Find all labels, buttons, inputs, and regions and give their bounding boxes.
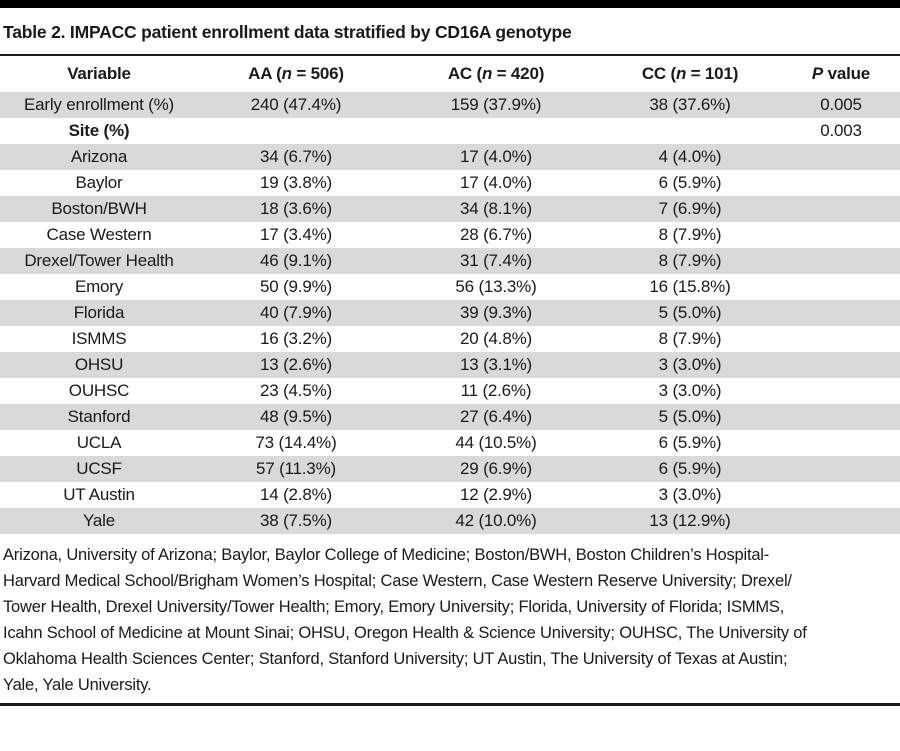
cell-aa: 18 (3.6%) — [260, 199, 332, 218]
table-title: Table 2. IMPACC patient enrollment data stratified by CD16A genotype — [3, 22, 572, 42]
col-header-ac — [394, 56, 598, 92]
cell-cc: 8 (7.9%) — [658, 329, 722, 348]
col-header-text: = 101) — [686, 64, 739, 83]
cell-ac: 28 (6.7%) — [460, 225, 532, 244]
header-row — [0, 56, 900, 92]
col-header-text: = 420) — [492, 64, 545, 83]
cell-variable: Baylor — [75, 173, 123, 192]
cell-aa: 40 (7.9%) — [260, 303, 332, 322]
cell-pvalue — [782, 352, 900, 378]
cell-pvalue — [782, 196, 900, 222]
cell-cc: 6 (5.9%) — [658, 433, 722, 452]
cell-pvalue: 0.005 — [820, 95, 862, 114]
cell-aa: 48 (9.5%) — [260, 407, 332, 426]
col-header-text: CC ( — [641, 64, 676, 83]
bottom-rule-bar — [0, 703, 900, 706]
cell-cc: 8 (7.9%) — [658, 225, 722, 244]
cell-pvalue — [782, 404, 900, 430]
footnote-line: Icahn School of Medicine at Mount Sinai; OHSU, Oregon Health & Science University; OUHSC, The University of — [3, 624, 807, 642]
cell-ac — [394, 118, 598, 144]
col-header-aa — [198, 56, 394, 92]
table-row-florida — [0, 300, 900, 326]
cell-pvalue — [782, 508, 900, 534]
table-row-ucsf — [0, 456, 900, 482]
cell-cc: 5 (5.0%) — [658, 303, 722, 322]
table-row-case-western — [0, 222, 900, 248]
cell-cc: 6 (5.9%) — [658, 173, 722, 192]
col-header-text: = 506) — [291, 64, 344, 83]
cell-aa — [198, 118, 394, 144]
cell-pvalue — [782, 248, 900, 274]
footnote-line: Arizona, University of Arizona; Baylor, Baylor College of Medicine; Boston/BWH, Boston Children’s Hospital- — [3, 546, 770, 564]
cell-variable: OUHSC — [68, 381, 130, 400]
cell-variable: Site (%) — [68, 121, 130, 140]
cell-aa: 14 (2.8%) — [260, 485, 332, 504]
col-header-text: AA ( — [248, 64, 282, 83]
cell-ac: 20 (4.8%) — [460, 329, 532, 348]
table-row-ouhsc — [0, 378, 900, 404]
cell-ac: 42 (10.0%) — [455, 511, 537, 530]
cell-ac: 44 (10.5%) — [455, 433, 537, 452]
cell-aa: 38 (7.5%) — [260, 511, 332, 530]
cell-aa: 50 (9.9%) — [260, 277, 332, 296]
cell-cc: 13 (12.9%) — [649, 511, 731, 530]
table-row-ucla — [0, 430, 900, 456]
cell-cc: 7 (6.9%) — [658, 199, 722, 218]
cell-aa: 34 (6.7%) — [260, 147, 332, 166]
col-header-pvalue — [782, 56, 900, 92]
cell-ac: 11 (2.6%) — [460, 381, 532, 400]
col-header-cc — [598, 56, 782, 92]
table-row-drexel-tower-health — [0, 248, 900, 274]
cell-ac: 34 (8.1%) — [460, 199, 532, 218]
cell-aa: 46 (9.1%) — [260, 251, 332, 270]
cell-cc: 6 (5.9%) — [658, 459, 722, 478]
cell-ac: 12 (2.9%) — [460, 485, 532, 504]
table-row-stanford — [0, 404, 900, 430]
enrollment-table — [0, 56, 900, 534]
cell-pvalue — [782, 456, 900, 482]
cell-variable: OHSU — [74, 355, 124, 374]
col-header-italic-n: n — [281, 64, 292, 83]
cell-variable: Arizona — [70, 147, 128, 166]
table-row-early-enrollment — [0, 92, 900, 118]
cell-variable: ISMMS — [71, 329, 127, 348]
cell-ac: 13 (3.1%) — [460, 355, 532, 374]
footnote-line: Yale, Yale University. — [3, 676, 152, 694]
cell-pvalue — [782, 222, 900, 248]
table-row-baylor — [0, 170, 900, 196]
cell-ac: 56 (13.3%) — [455, 277, 537, 296]
cell-aa: 57 (11.3%) — [256, 459, 336, 478]
cell-aa: 240 (47.4%) — [250, 95, 342, 114]
cell-pvalue — [782, 144, 900, 170]
table-row-emory — [0, 274, 900, 300]
cell-aa: 23 (4.5%) — [260, 381, 332, 400]
table-row-ismms — [0, 326, 900, 352]
table-footnote — [0, 534, 900, 698]
table-row-site — [0, 118, 900, 144]
table-row-arizona — [0, 144, 900, 170]
table-row-yale — [0, 508, 900, 534]
cell-variable: Case Western — [46, 225, 152, 244]
cell-aa: 19 (3.8%) — [260, 173, 332, 192]
cell-variable: UCLA — [76, 433, 122, 452]
cell-pvalue: 0.003 — [820, 121, 862, 140]
cell-cc: 8 (7.9%) — [658, 251, 722, 270]
cell-ac: 159 (37.9%) — [450, 95, 542, 114]
cell-cc — [598, 118, 782, 144]
table-row-ut-austin — [0, 482, 900, 508]
cell-aa: 13 (2.6%) — [260, 355, 332, 374]
cell-variable: UCSF — [76, 459, 122, 478]
cell-ac: 17 (4.0%) — [460, 173, 532, 192]
cell-pvalue — [782, 378, 900, 404]
cell-ac: 27 (6.4%) — [460, 407, 532, 426]
cell-cc: 5 (5.0%) — [658, 407, 722, 426]
cell-variable: Drexel/Tower Health — [24, 251, 174, 270]
cell-ac: 39 (9.3%) — [460, 303, 532, 322]
cell-variable: Stanford — [67, 407, 131, 426]
col-header-text: Variable — [67, 64, 131, 83]
cell-pvalue — [782, 170, 900, 196]
cell-ac: 31 (7.4%) — [460, 251, 532, 270]
table-row-ohsu — [0, 352, 900, 378]
cell-ac: 17 (4.0%) — [460, 147, 532, 166]
cell-pvalue — [782, 482, 900, 508]
col-header-italic-p: P — [811, 64, 824, 83]
cell-variable: Early enrollment (%) — [24, 95, 174, 114]
table-title-block — [0, 8, 900, 56]
cell-pvalue — [782, 430, 900, 456]
cell-variable: Boston/BWH — [51, 199, 147, 218]
cell-cc: 38 (37.6%) — [649, 95, 731, 114]
cell-variable: Florida — [73, 303, 125, 322]
col-header-italic-n: n — [481, 64, 493, 83]
cell-aa: 73 (14.4%) — [255, 433, 337, 452]
cell-aa: 16 (3.2%) — [260, 329, 332, 348]
footnote-line: Tower Health, Drexel University/Tower Health; Emory, Emory University; Florida, University of Florida; ISMMS, — [3, 598, 785, 616]
cell-variable: Yale — [83, 511, 115, 530]
cell-variable: Emory — [74, 277, 124, 296]
table-row-boston-bwh — [0, 196, 900, 222]
cell-pvalue — [782, 326, 900, 352]
footnote-line: Oklahoma Health Sciences Center; Stanford, Stanford University; UT Austin, The University of Texas at Austin; — [3, 650, 788, 668]
col-header-variable — [0, 56, 198, 92]
footnote-line: Harvard Medical School/Brigham Women’s Hospital; Case Western, Case Western Reserve University; Drexel/ — [3, 572, 792, 590]
cell-pvalue — [782, 274, 900, 300]
cell-variable: UT Austin — [63, 485, 135, 504]
cell-pvalue — [782, 300, 900, 326]
cell-cc: 3 (3.0%) — [658, 485, 722, 504]
cell-aa: 17 (3.4%) — [260, 225, 332, 244]
cell-ac: 29 (6.9%) — [460, 459, 532, 478]
cell-cc: 3 (3.0%) — [658, 381, 722, 400]
col-header-text: value — [823, 64, 871, 83]
top-rule-bar — [0, 0, 900, 8]
cell-cc: 4 (4.0%) — [658, 147, 722, 166]
col-header-text: AC ( — [447, 64, 482, 83]
cell-cc: 16 (15.8%) — [649, 277, 731, 296]
col-header-italic-n: n — [675, 64, 687, 83]
cell-cc: 3 (3.0%) — [658, 355, 722, 374]
